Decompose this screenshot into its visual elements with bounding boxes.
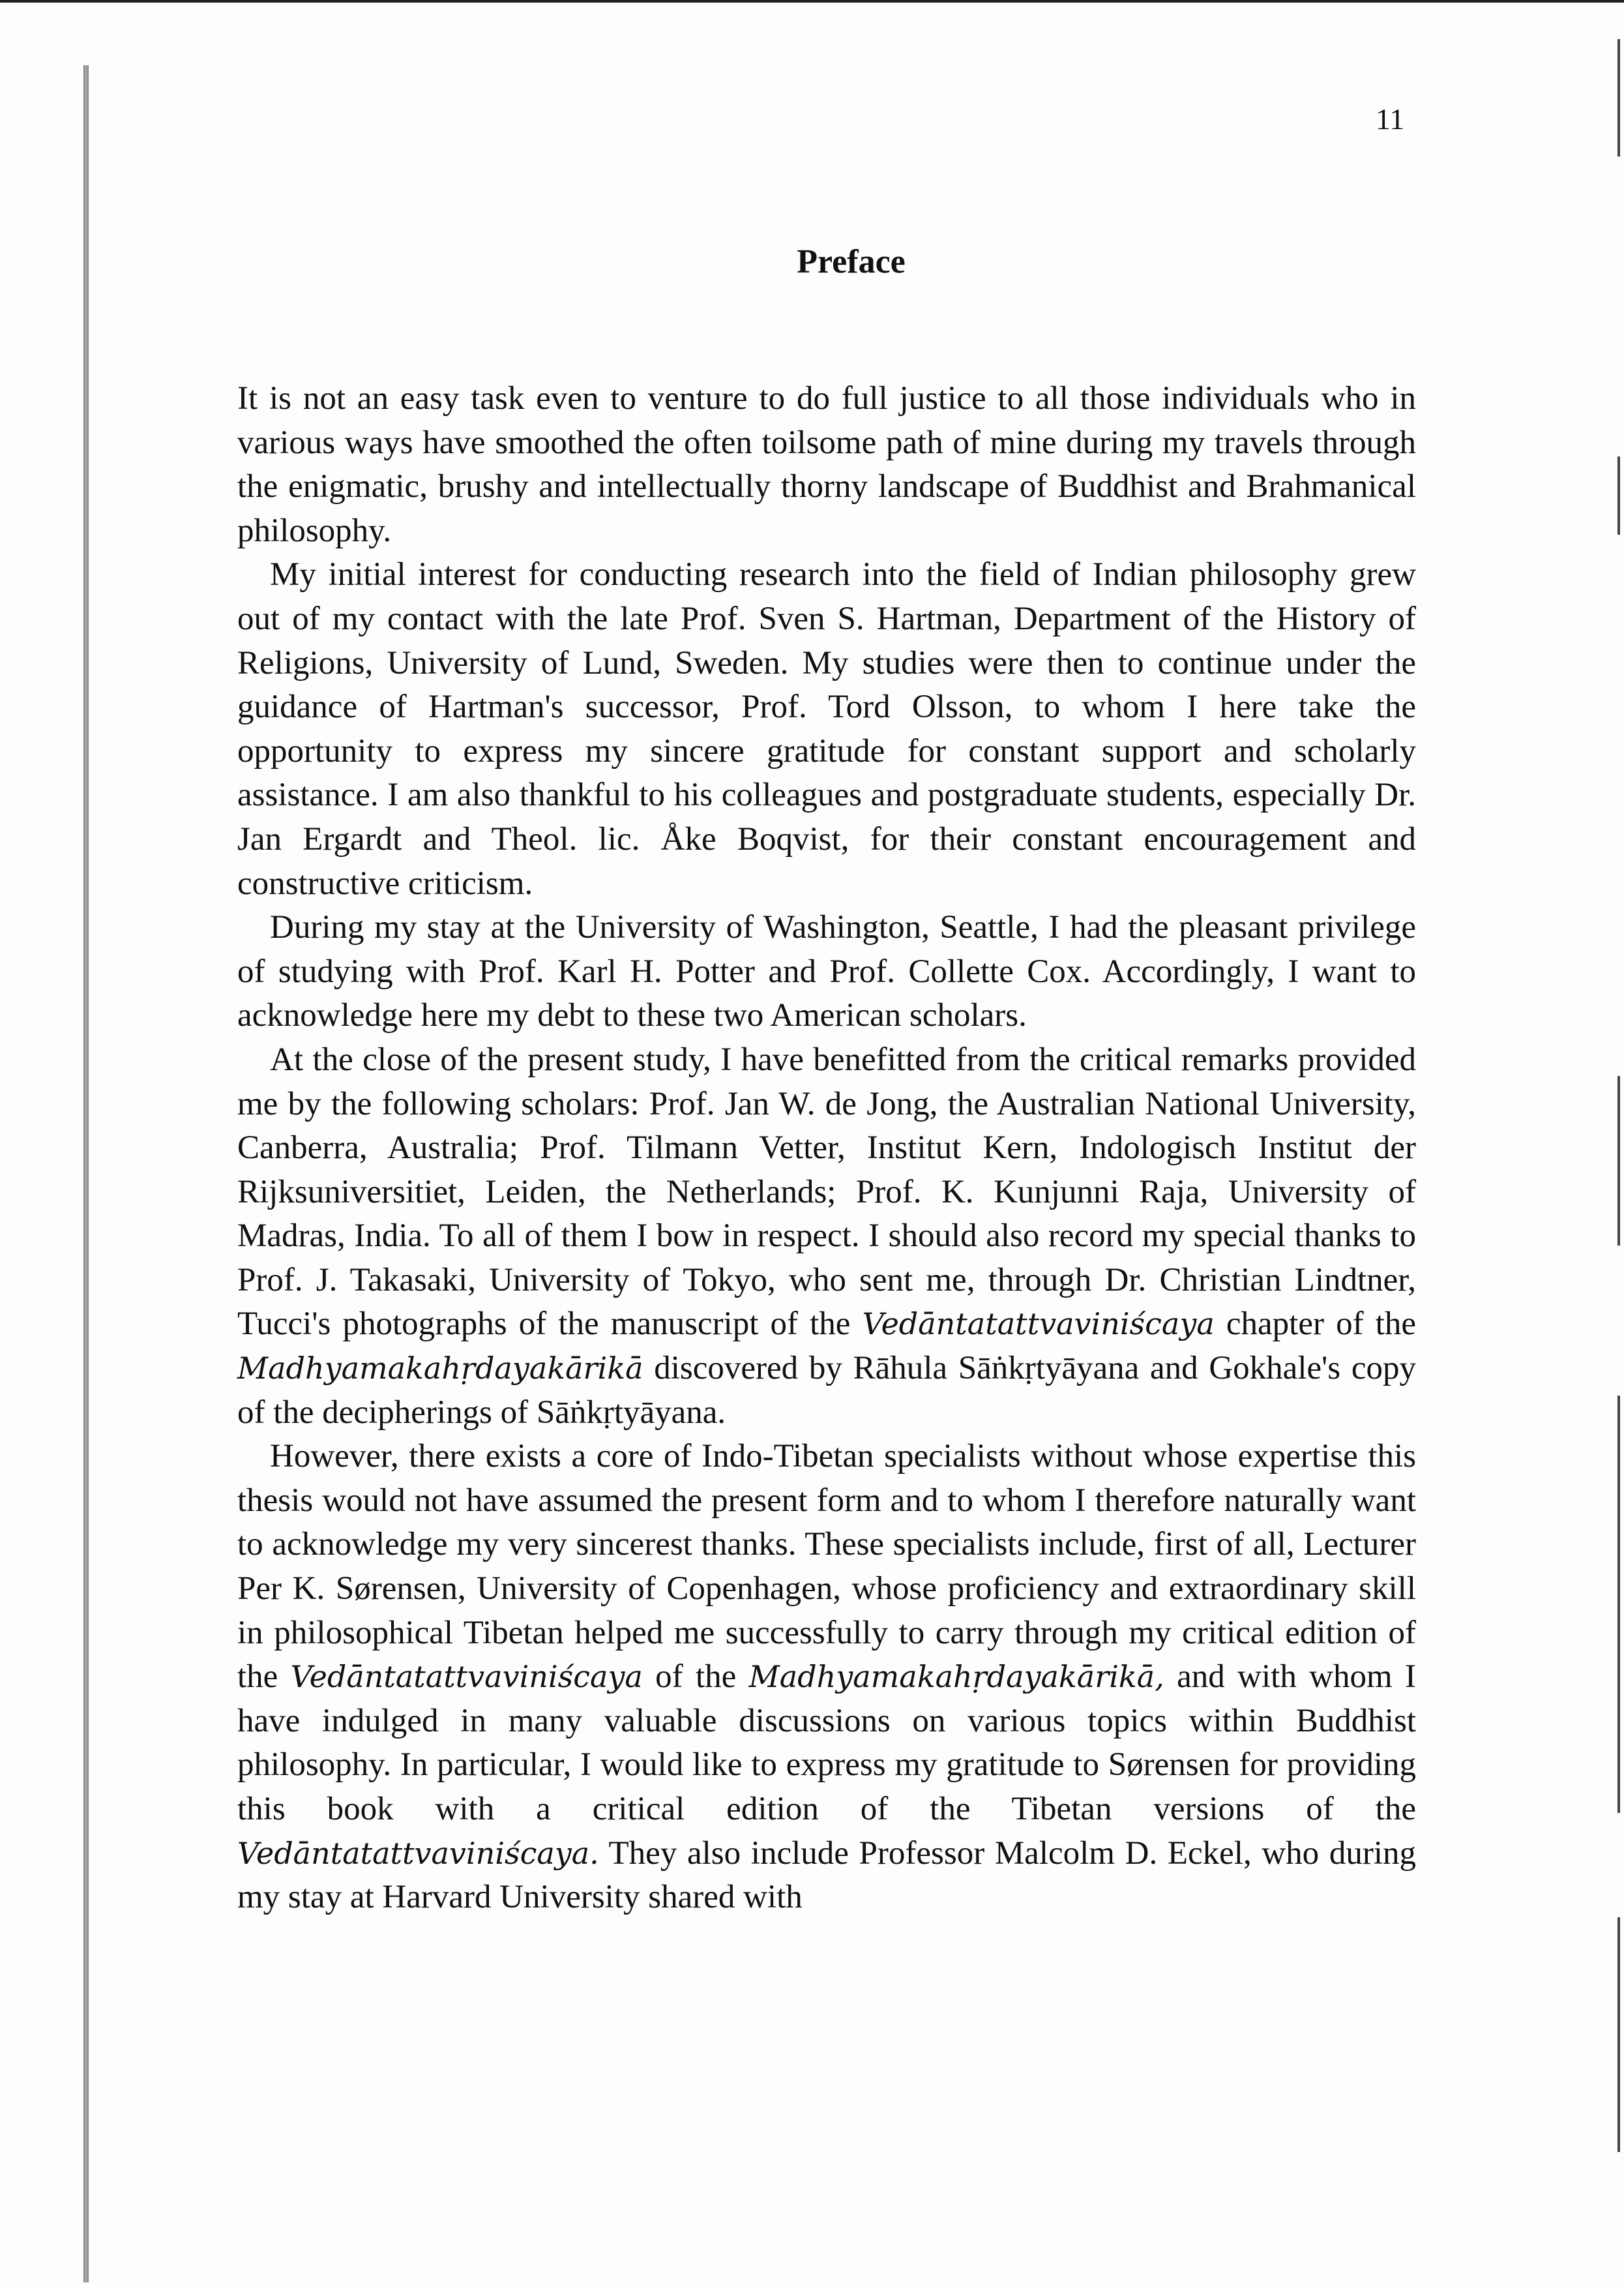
italic-title-vedantatattvaviniscaya: Vedāntatattvaviniścaya	[290, 1659, 643, 1695]
italic-title-madhyamakahrdayakarika: Madhyamakahṛdayakārikā,	[748, 1659, 1164, 1695]
paragraph-2: My initial interest for conducting research into the field of Indian philosophy grew out of my contact with the late Prof. Sven S. Hartman, Department of the History of Religions, University of Lund, Sweden. My studies were then to continue under the guidance of Hartman's successor, Prof. Tord Olsson, to whom I here take the opportunity to express my sincere gratitude for constant support and scholarly assistance. I am also thankful to his colleagues and postgraduate students, especially Dr. Jan Ergardt and Theol. lic. Åke Boqvist, for their constant encouragement and constructive criticism.	[237, 556, 1416, 902]
scan-mark	[1617, 456, 1620, 535]
scan-mark	[1617, 1076, 1620, 1246]
scan-mark	[1617, 1396, 1620, 1813]
scan-mark	[1617, 39, 1620, 157]
italic-title-vedantatattvaviniscaya: Vedāntatattvaviniścaya	[862, 1306, 1215, 1342]
scan-top-edge	[0, 0, 1624, 3]
paragraph-1: It is not an easy task even to venture to do full justice to all those individuals who in various ways have smoothed the often toilsome path of mine during my travels through the enigmatic, brushy and intellectually thorny landscape of Buddhist and Brahmanical philosophy.	[237, 380, 1416, 549]
paragraph-5-text-a: However, there exists a core of Indo-Tibetan specialists without whose expertise this thesis would not have assumed the present form and to whom I therefore naturally want to acknowledge my very sincerest thanks. These specialists include, first of all, Lecturer Per K. Sørensen, University of Copenhagen, whose proficiency and extraordinary skill in philosophical Tibetan helped me successfully to carry through my critical edition of the	[237, 1438, 1416, 1696]
scan-mark	[1617, 1917, 1620, 2152]
paragraph-4-text-b: chapter of the	[1214, 1306, 1416, 1343]
paragraph-4-text-c: discovered by Rāhula Sāṅkṛtyāyana and Gokhale's copy of the decipherings of Sāṅkṛtyāyana.	[237, 1350, 1416, 1431]
page-title: Preface	[797, 243, 906, 280]
italic-title-vedantatattvaviniscaya: Vedāntatattvaviniścaya.	[237, 1835, 599, 1871]
paragraph-3: During my stay at the University of Washington, Seattle, I had the pleasant privilege of studying with Prof. Karl H. Potter and Prof. Collette Cox. Accordingly, I want to acknowledge here my debt to these two American scholars.	[237, 909, 1416, 1034]
page-number: 11	[1376, 102, 1405, 136]
preface-body	[237, 377, 1416, 1920]
paragraph-4	[237, 1038, 1416, 1435]
paragraph-5-text-d: They also include Professor Malcolm D. Eckel, who during my stay at Harvard University shared with	[237, 1834, 1416, 1916]
paragraph-4-text-a: At the close of the present study, I have benefitted from the critical remarks provided me by the following scholars: Prof. Jan W. de Jong, the Australian National University, Canberra, Australia; Prof. Tilmann Vetter, Institut Kern, Indologisch Institut der Rijksuniversitiet, Leiden, the Netherlands; Prof. K. Kunjunni Raja, University of Madras, India. To all of them I bow in respect. I should also record my special thanks to Prof. J. Takasaki, University of Tokyo, who sent me, through Dr. Christian Lindtner, Tucci's photographs of the manuscript of the	[237, 1041, 1416, 1343]
italic-title-madhyamakahrdayakarika: Madhyamakahṛdayakārikā	[237, 1351, 643, 1386]
scan-right-edge	[1615, 0, 1621, 2287]
scan-binding-shadow	[83, 65, 89, 2282]
paragraph-5-text-b: of the	[642, 1658, 749, 1696]
paragraph-5	[237, 1435, 1416, 1920]
paragraph-5-text-c: and with whom I have indulged in many valuable discussions on various topics within Buddhist philosophy. In particular, I would like to express my gratitude to Sørensen for providing this book with a critical edition of the Tibetan versions of the	[237, 1658, 1416, 1827]
